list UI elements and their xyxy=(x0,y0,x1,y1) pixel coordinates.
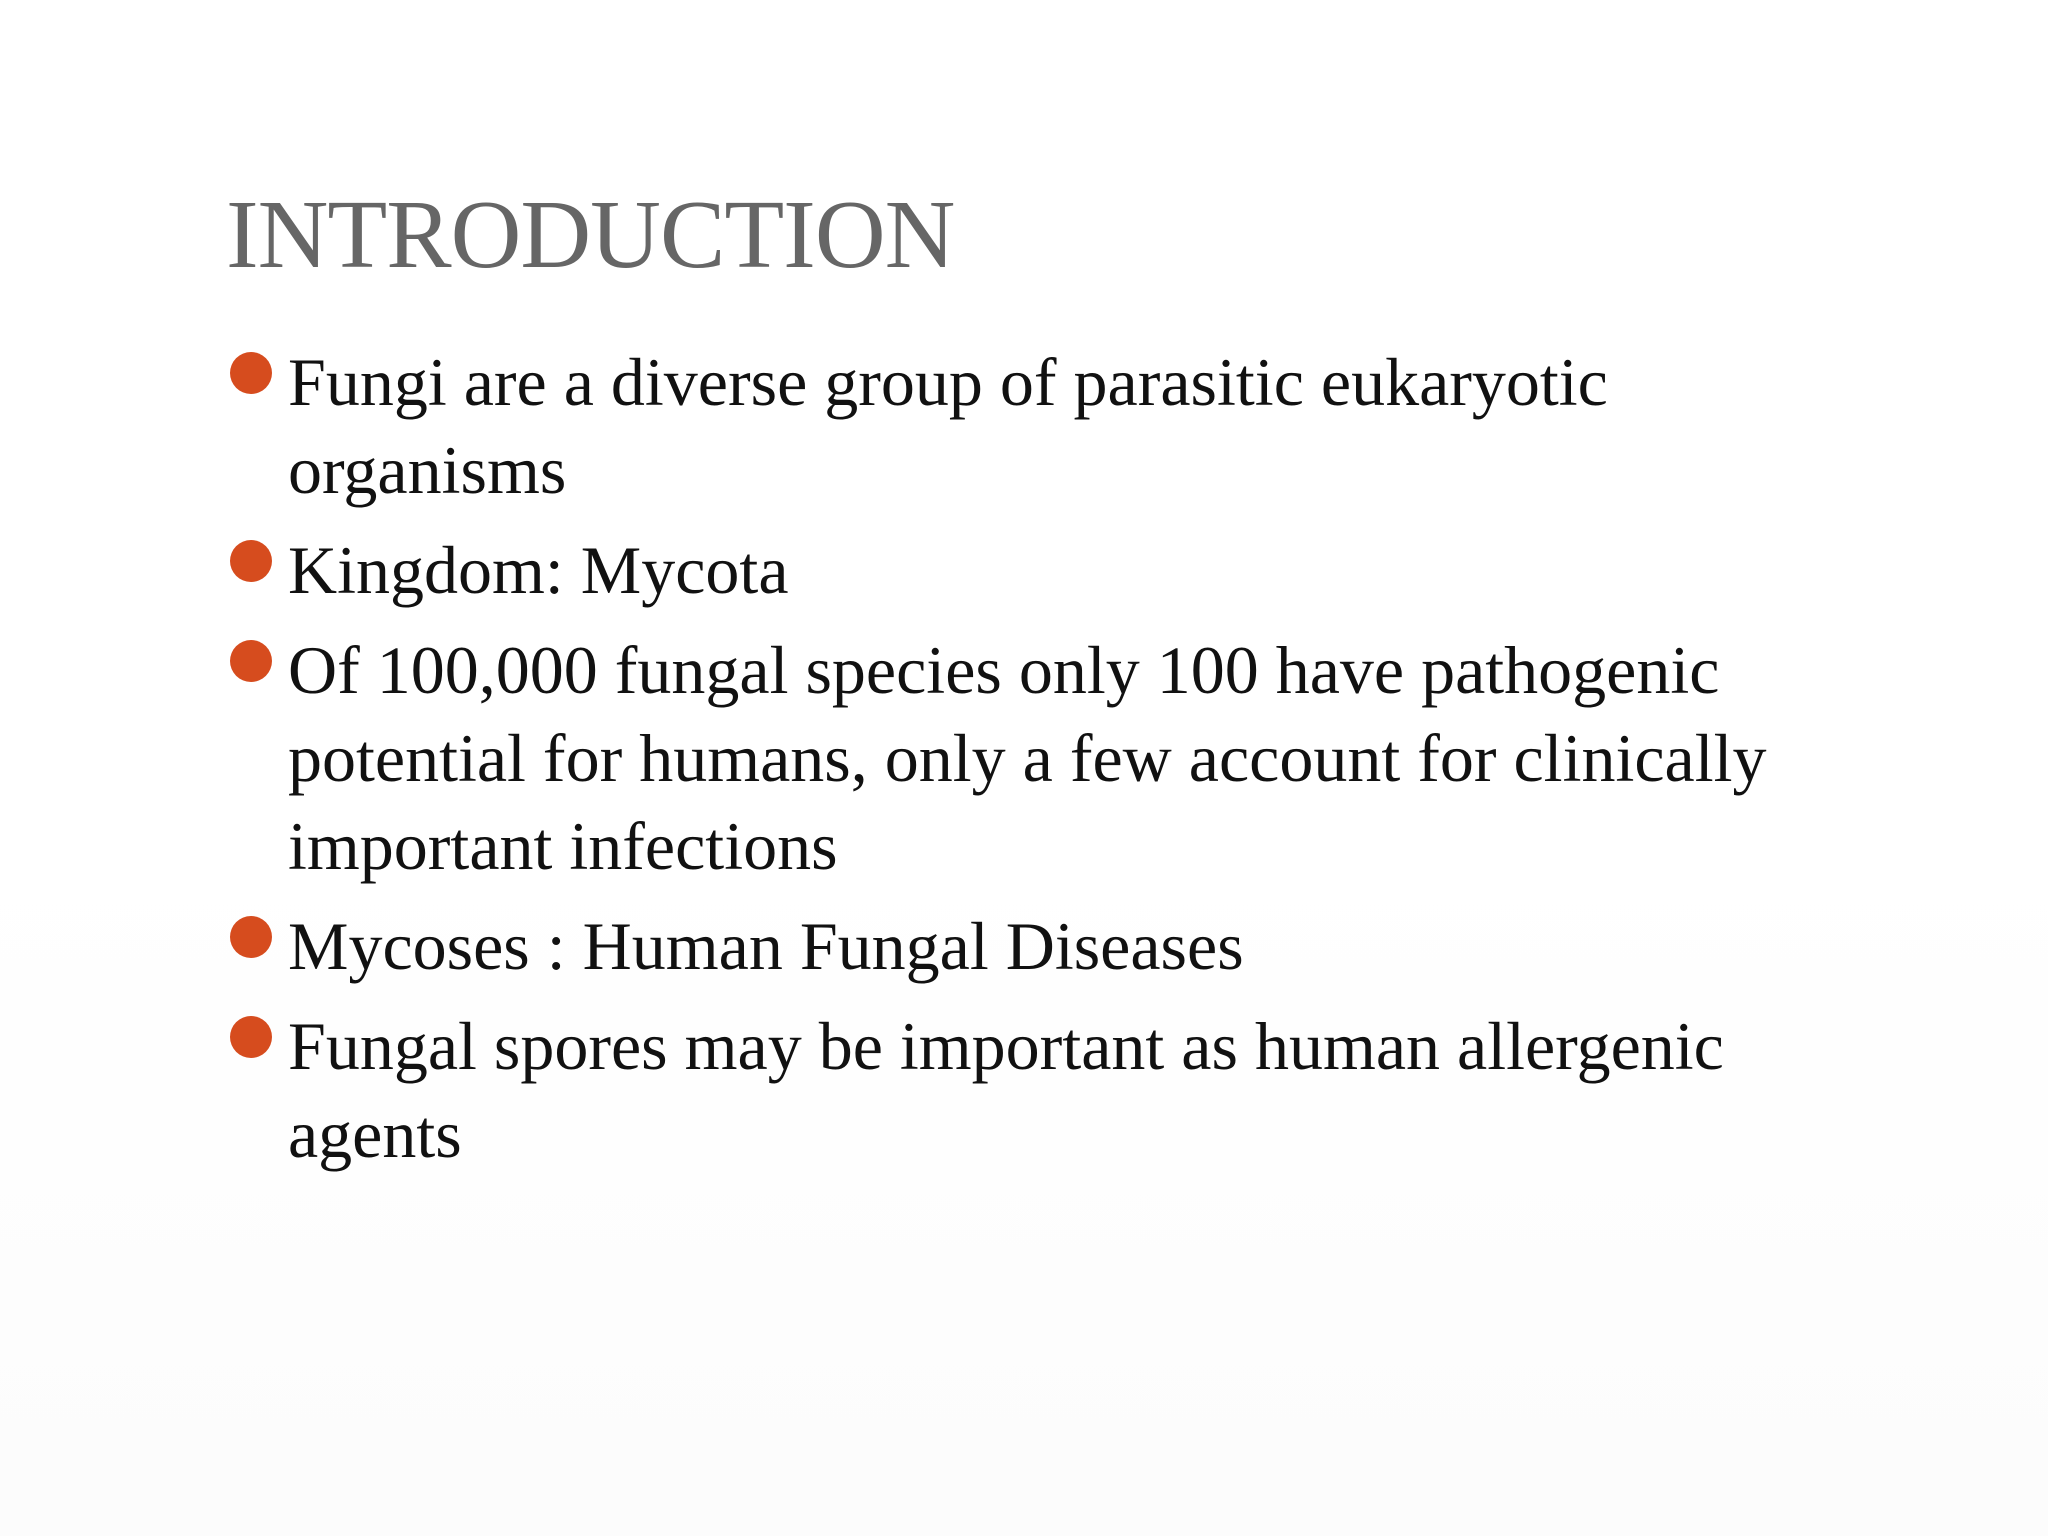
bullet-dot-icon xyxy=(230,916,272,958)
bullet-item xyxy=(226,1002,1866,1178)
bullet-dot-icon xyxy=(230,540,272,582)
bullet-dot-icon xyxy=(230,352,272,394)
bullet-text: Fungi are a diverse group of parasitic eukaryotic organisms xyxy=(288,344,1608,508)
slide-title: INTRODUCTION xyxy=(226,181,955,289)
bullet-item xyxy=(226,338,1866,514)
bullet-item xyxy=(226,902,1866,990)
bullet-dot-icon xyxy=(230,1016,272,1058)
bullet-list xyxy=(226,338,1866,1190)
bullet-dot-icon xyxy=(230,640,272,682)
bullet-item xyxy=(226,626,1866,890)
bullet-text: Fungal spores may be important as human allergenic agents xyxy=(288,1008,1724,1172)
bullet-item xyxy=(226,526,1866,614)
bullet-text: Kingdom: Mycota xyxy=(288,532,789,608)
bullet-text: Of 100,000 fungal species only 100 have pathogenic potential for humans, only a few account for clinically important infections xyxy=(288,632,1767,884)
bullet-text: Mycoses : Human Fungal Diseases xyxy=(288,908,1244,984)
